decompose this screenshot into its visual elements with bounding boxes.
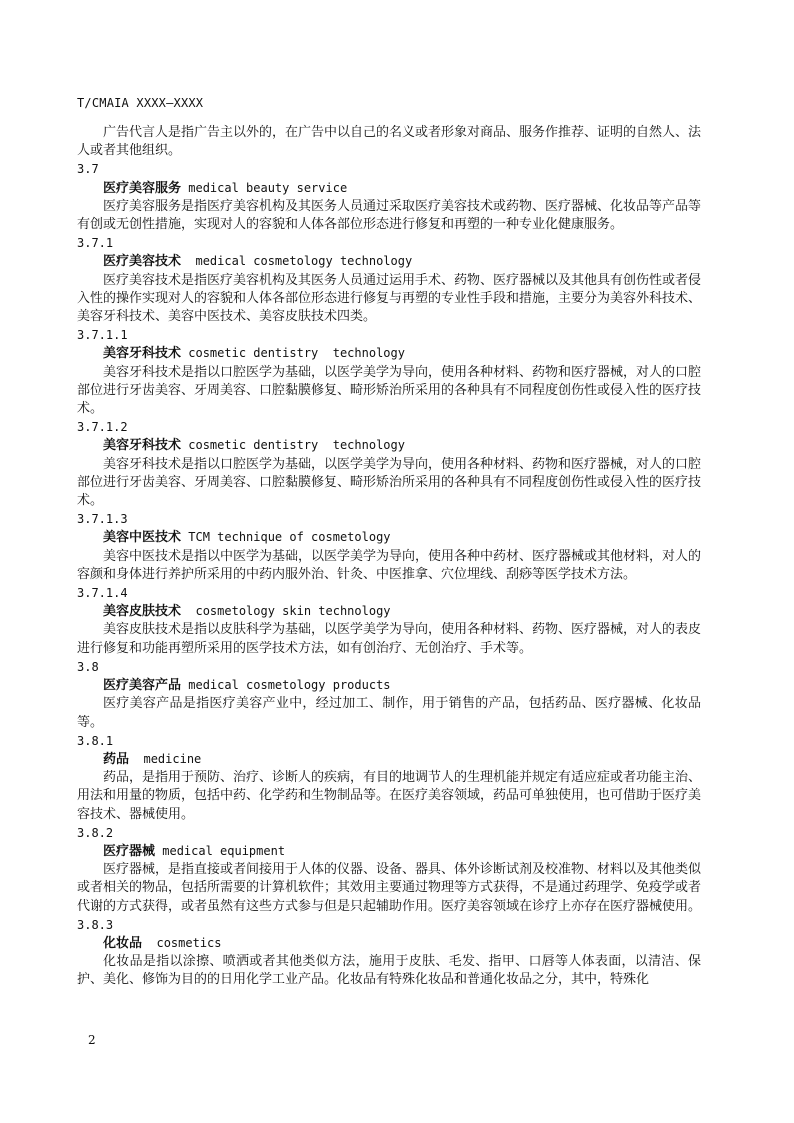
term-definition: 医疗器械，是指直接或者间接用于人体的仪器、设备、器具、体外诊断试剂及校准物、材料以及其他类似或者相关的物品，包括所需要的计算机软件；其效用主要通过物理等方式获得，不是通过药理学、免疫学或者代谢的方式获得，或者虽然有这些方式参与但是只起辅助作用。医疗美容领域在诊疗上亦存在医疗器械使用。 <box>77 862 702 914</box>
clause-3-7 <box>77 160 701 234</box>
term-chinese: 医疗美容产品 <box>103 678 182 694</box>
term-definition: 美容中医技术是指以中医学为基础，以医学美学为导向，使用各种中药材、医疗器械或其他材料，对人的容颜和身体进行养护所采用的中药内服外治、针灸、中医推拿、穴位埋线、刮痧等医学技术方法。 <box>77 548 702 582</box>
term-english: TCM technique of cosmetology <box>181 530 391 545</box>
term-chinese: 美容牙科技术 <box>103 346 182 362</box>
term-english: medical equipment <box>155 843 286 858</box>
term-heading <box>77 750 701 769</box>
clause-3-7-1-1 <box>77 326 701 418</box>
term-heading <box>77 252 701 271</box>
clause-number: 3.8.2 <box>77 825 114 840</box>
term-chinese: 美容皮肤技术 <box>103 604 182 620</box>
term-definition: 美容皮肤技术是指以皮肤科学为基础，以医学美学为导向，使用各种材料、药物、医疗器械，对人的表皮进行修复和功能再塑所采用的医学技术方法，如有创治疗、无创治疗、手术等。 <box>77 622 702 656</box>
clause-number: 3.7 <box>77 162 99 177</box>
term-heading <box>77 179 701 198</box>
term-definition: 化妆品是指以涂擦、喷洒或者其他类似方法，施用于皮肤、毛发、指甲、口唇等人体表面，以清洁、保护、美化、修饰为目的的日用化学工业产品。化妆品有特殊化妆品和普通化妆品之分，其中，特殊化 <box>77 954 701 988</box>
term-heading <box>77 602 701 621</box>
term-heading <box>77 842 701 861</box>
term-chinese: 化妆品 <box>103 935 143 951</box>
term-chinese: 美容牙科技术 <box>103 438 182 454</box>
term-english: medical cosmetology technology <box>181 254 413 269</box>
term-definition: 医疗美容技术是指医疗美容机构及其医务人员通过运用手术、药物、医疗器械以及其他具有创伤性或者侵入性的操作实现对人的容貌和人体各部位形态进行修复与再塑的专业性手段和措施，主要分为美容外科技术、美容牙科技术、美容中医技术、美容皮肤技术四类。 <box>77 272 702 325</box>
clause-3-7-1-4 <box>77 584 701 658</box>
page-number: 2 <box>88 1033 96 1047</box>
term-english: medicine <box>129 751 202 766</box>
term-definition: 药品，是指用于预防、治疗、诊断人的疾病，有目的地调节人的生理机能并规定有适应症或者功能主治、用法和用量的物质，包括中药、化学药和生物制品等。在医疗美容领域，药品可单独使用，也可借助于医疗美容技术、器械使用。 <box>77 770 702 822</box>
term-english: cosmetology skin technology <box>181 604 391 619</box>
term-definition: 美容牙科技术是指以口腔医学为基础，以医学美学为导向，使用各种材料、药物和医疗器械，对人的口腔部位进行牙齿美容、牙周美容、口腔黏膜修复、畸形矫治所采用的各种具有不同程度创伤性或侵入性的医疗技术。 <box>77 456 702 509</box>
clause-number: 3.7.1.4 <box>77 586 128 601</box>
term-chinese: 医疗器械 <box>103 843 156 859</box>
term-chinese: 美容中医技术 <box>103 530 182 546</box>
clause-number: 3.7.1.2 <box>77 420 128 435</box>
clause-number: 3.8.3 <box>77 917 114 932</box>
term-chinese: 药品 <box>103 751 130 767</box>
term-chinese: 医疗美容技术 <box>103 254 182 270</box>
clause-number: 3.7.1 <box>77 236 114 251</box>
term-definition: 医疗美容服务是指医疗美容机构及其医务人员通过采取医疗美容技术或药物、医疗器械、化妆品等产品等有创或无创性措施，实现对人的容貌和人体各部位形态进行修复和再塑的一种专业化健康服务。 <box>77 198 702 233</box>
document-code: T/CMAIA XXXX—XXXX <box>77 96 204 110</box>
clause-number: 3.7.1.1 <box>77 328 128 343</box>
clause-3-8-2 <box>77 824 701 916</box>
term-heading <box>77 676 701 695</box>
clause-number: 3.7.1.3 <box>77 512 128 527</box>
term-english: medical beauty service <box>181 180 348 195</box>
term-chinese: 医疗美容服务 <box>103 180 182 196</box>
document-body <box>77 124 701 990</box>
term-english: cosmetic dentistry technology <box>181 346 405 361</box>
clause-3-7-1-3 <box>77 510 701 584</box>
clause-3-7-1-2 <box>77 418 701 510</box>
intro-paragraph: 广告代言人是指广告主以外的，在广告中以自己的名义或者形象对商品、服务作推荐、证明的自然人、法人或者其他组织。 <box>77 125 702 159</box>
term-english: cosmetic dentistry technology <box>181 438 405 453</box>
term-english: medical cosmetology products <box>181 678 391 693</box>
clause-number: 3.8.1 <box>77 733 114 748</box>
clause-number: 3.8 <box>77 659 99 674</box>
term-definition: 医疗美容产品是指医疗美容产业中，经过加工、制作，用于销售的产品，包括药品、医疗器械、化妆品等。 <box>77 696 701 730</box>
term-definition: 美容牙科技术是指以口腔医学为基础，以医学美学为导向，使用各种材料、药物和医疗器械，对人的口腔部位进行牙齿美容、牙周美容、口腔黏膜修复、畸形矫治所采用的各种具有不同程度创伤性或侵入性的医疗技术。 <box>77 364 702 417</box>
term-heading <box>77 934 701 953</box>
clause-3-8 <box>77 658 701 732</box>
clause-3-8-3 <box>77 916 701 990</box>
term-heading <box>77 436 701 455</box>
clause-3-7-1 <box>77 234 701 326</box>
term-heading <box>77 344 701 363</box>
term-english: cosmetics <box>142 935 222 950</box>
term-heading <box>77 528 701 547</box>
clause-3-8-1 <box>77 732 701 824</box>
